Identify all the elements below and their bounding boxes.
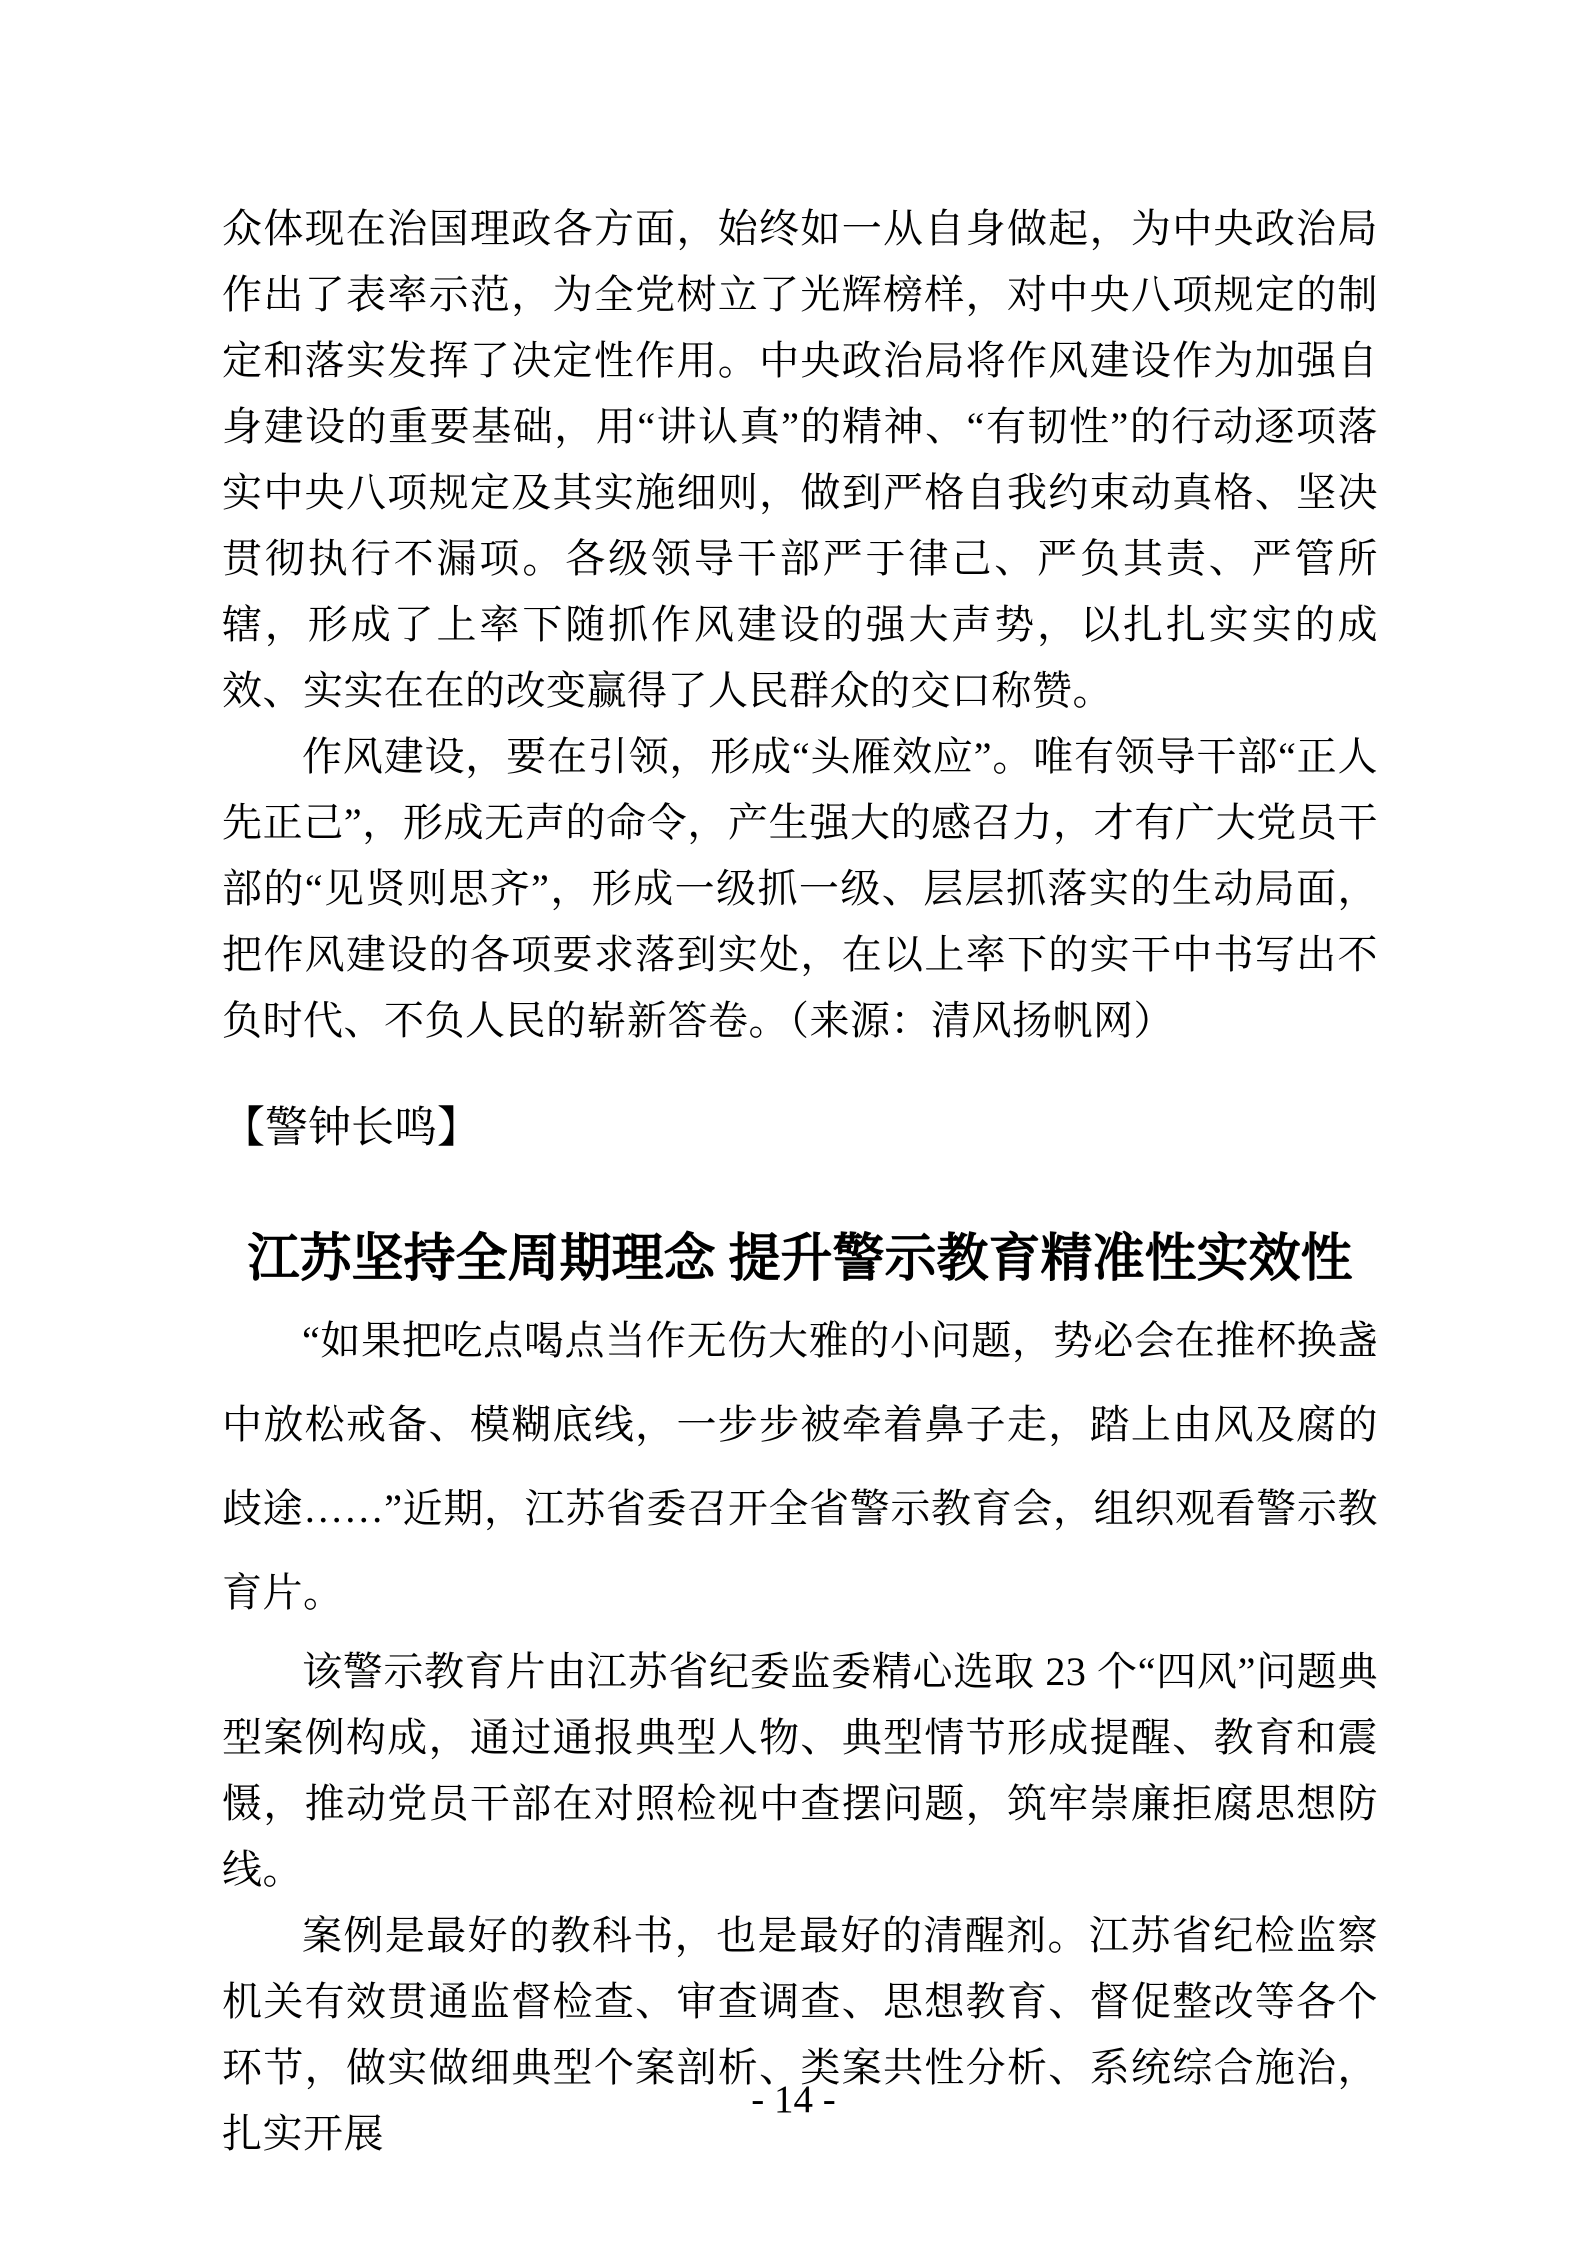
- paragraph-work-style: 作风建设，要在引领，形成“头雁效应”。唯有领导干部“正人先正己”，形成无声的命令，产生强大的感召力，才有广大党员干部的“见贤则思齐”，形成一级抓一级、层层抓落实的生动局面，把作风建设的各项要求落到实处，在以上率下的实干中书写出不负时代、不负人民的崭新答卷。（来源：清风扬帆网）: [222, 734, 1378, 1043]
- document-body: [222, 196, 1378, 2167]
- paragraph-continuation: 众体现在治国理政各方面，始终如一从自身做起，为中央政治局作出了表率示范，为全党树立了光辉榜样，对中央八项规定的制定和落实发挥了决定性作用。中央政治局将作风建设作为加强自身建设的重要基础，用“讲认真”的精神、“有韧性”的行动逐项落实中央八项规定及其实施细则，做到严格自我约束动真格、坚决贯彻执行不漏项。各级领导干部严于律己、严负其责、严管所辖，形成了上率下随抓作风建设的强大声势，以扎扎实实的成效、实实在在的改变赢得了人民群众的交口称赞。: [222, 206, 1378, 713]
- paragraph-quote: “如果把吃点喝点当作无伤大雅的小问题，势必会在推杯换盏中放松戒备、模糊底线，一步步被牵着鼻子走，踏上由风及腐的歧途……”近期，江苏省委召开全省警示教育会，组织观看警示教育片。: [222, 1318, 1378, 1615]
- paragraph-education-film: 该警示教育片由江苏省纪委监委精心选取 23 个“四风”问题典型案例构成，通过通报典型人物、典型情节形成提醒、教育和震慑，推动党员干部在对照检视中查摆问题，筑牢崇廉拒腐思想防线。: [222, 1649, 1378, 1892]
- paragraph-case-analysis: 案例是最好的教科书，也是最好的清醒剂。江苏省纪检监察机关有效贯通监督检查、审查调查、思想教育、督促整改等各个环节，做实做细典型个案剖析、类案共性分析、系统综合施治，扎实开展: [222, 1913, 1378, 2156]
- page-number: - 14 -: [751, 2078, 836, 2121]
- section-label-warning-bell: 【警钟长鸣】: [222, 1105, 480, 1152]
- article-title: 江苏坚持全周期理念 提升警示教育精准性实效性: [247, 1231, 1353, 1288]
